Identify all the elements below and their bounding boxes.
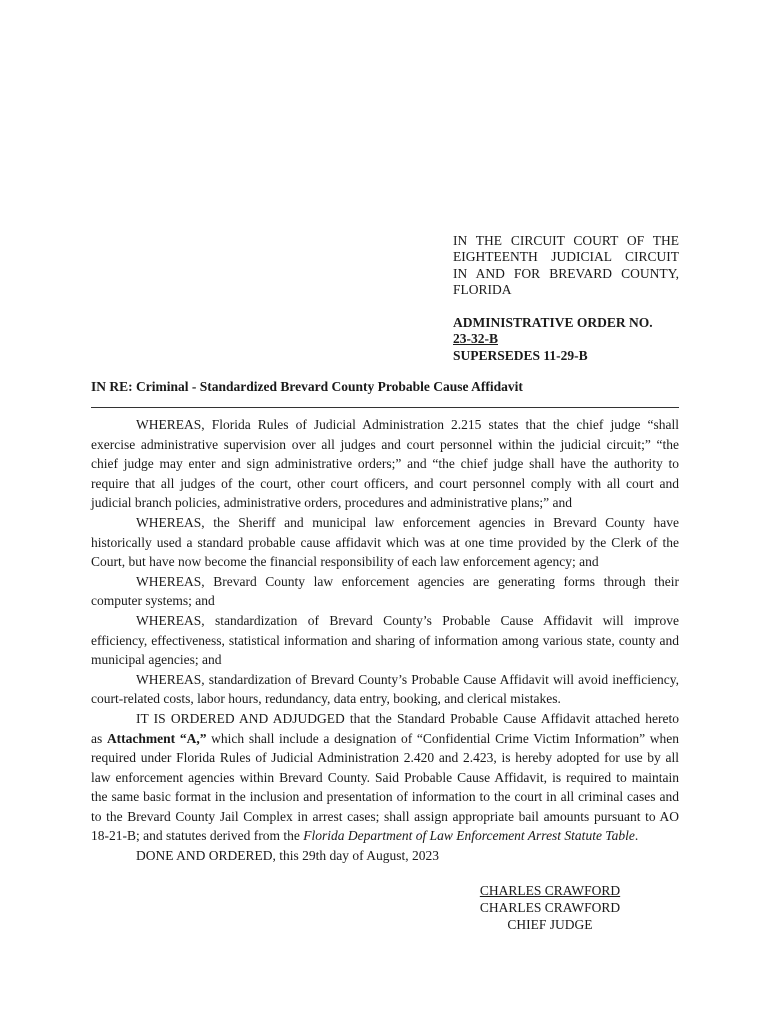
paragraph-line: Court, but have now become the financial responsibility of each law enforcement agency; and (91, 554, 599, 570)
paragraph-line (91, 729, 679, 749)
whereas-clause-2 (91, 513, 679, 572)
paragraph-line: required under Florida Rules of Judicial Administration 2.420 and 2.423, is hereby adopted for use by all (91, 750, 679, 766)
order-number-line (453, 331, 679, 347)
paragraph-line: historically used a standard probable cause affidavit which was at one time provided by the Clerk of the (91, 534, 679, 550)
order-label: ADMINISTRATIVE ORDER NO. (453, 315, 653, 331)
paragraph-line: chief judge may enter and sign administrative orders;” and “the chief judge shall have the authority to (91, 456, 679, 472)
attachment-reference: Attachment “A,” (106, 730, 207, 746)
paragraph-line: WHEREAS, Brevard County law enforcement agencies are generating forms through their (136, 573, 679, 589)
paragraph-line: WHEREAS, the Sheriff and municipal law enforcement agencies in Brevard County have (136, 514, 679, 530)
paragraph-line: judicial branch policies, administrative orders, procedures and administrative plans;” and (91, 495, 572, 511)
line-text: as (91, 730, 107, 746)
court-name-line: IN THE CIRCUIT COURT OF THE (453, 233, 679, 248)
paragraph-line: WHEREAS, Florida Rules of Judicial Administration 2.215 states that the chief judge “shall (136, 417, 679, 432)
paragraph-line: law enforcement agencies within Brevard County. Said Probable Cause Affidavit, is required to maintain (91, 769, 679, 785)
paragraph-line: DONE AND ORDERED, this 29th day of August, 2023 (136, 848, 439, 864)
paragraph-line: IT IS ORDERED AND ADJUDGED that the Standard Probable Cause Affidavit attached hereto (136, 710, 679, 726)
ordering-paragraph (91, 709, 679, 846)
line-text: 18-21-B; and statutes derived from the (91, 828, 304, 844)
paragraph-line: the same basic format in the inclusion and presentation of information to the court in all criminal cases and (91, 789, 679, 805)
in-re-subject: IN RE: Criminal - Standardized Brevard County Probable Cause Affidavit (91, 379, 523, 394)
done-and-ordered (91, 846, 679, 866)
line-text: which shall include a designation of “Confidential Crime Victim Information” when (206, 730, 680, 746)
statute-table-title: Florida Department of Law Enforcement Arrest Statute Table (303, 828, 635, 844)
paragraph-line: require that all judges of the court, other court officers, and court personnel comply with all court and (91, 475, 679, 491)
paragraph-line: to the Brevard County Jail Complex in arrest cases; shall assign appropriate bail amounts pursuant to AO (91, 808, 679, 824)
line-text: . (634, 828, 639, 844)
separator-line (91, 407, 679, 408)
paragraph-line: exercise administrative supervision over all judges and court personnel within the judicial circuit;” “the (91, 436, 679, 452)
court-name-line: IN AND FOR BREVARD COUNTY, (453, 265, 679, 281)
printed-name: CHARLES CRAWFORD (479, 900, 621, 915)
signed-name: CHARLES CRAWFORD (479, 883, 621, 898)
paragraph-line: WHEREAS, standardization of Brevard County’s Probable Cause Affidavit will improve (136, 612, 679, 628)
case-caption (453, 233, 679, 364)
paragraph-line: efficiency, effectiveness, statistical information and sharing of information among various state, county and (91, 632, 679, 648)
court-name-line: EIGHTEENTH JUDICIAL CIRCUIT (453, 249, 679, 265)
order-body (91, 415, 679, 866)
whereas-clause-3 (91, 572, 679, 611)
order-number: 23-32-B (453, 331, 498, 347)
paragraph-line: court-related costs, labor hours, redundancy, data entry, booking, and clerical mistakes. (91, 691, 561, 707)
signature-line (450, 882, 650, 899)
court-name-line: FLORIDA (453, 282, 512, 298)
signature-block (450, 882, 650, 933)
paragraph-line: municipal agencies; and (91, 652, 222, 668)
whereas-clause-5 (91, 670, 679, 709)
paragraph-line: computer systems; and (91, 593, 215, 609)
signer-title: CHIEF JUDGE (507, 917, 593, 932)
whereas-clause-4 (91, 611, 679, 670)
paragraph-line: WHEREAS, standardization of Brevard County’s Probable Cause Affidavit will avoid inefficiency, (136, 671, 679, 687)
caption-spacer (453, 299, 679, 315)
paragraph-line (91, 826, 679, 846)
whereas-clause-1 (91, 415, 679, 513)
supersedes-note: SUPERSEDES 11-29-B (453, 347, 588, 363)
